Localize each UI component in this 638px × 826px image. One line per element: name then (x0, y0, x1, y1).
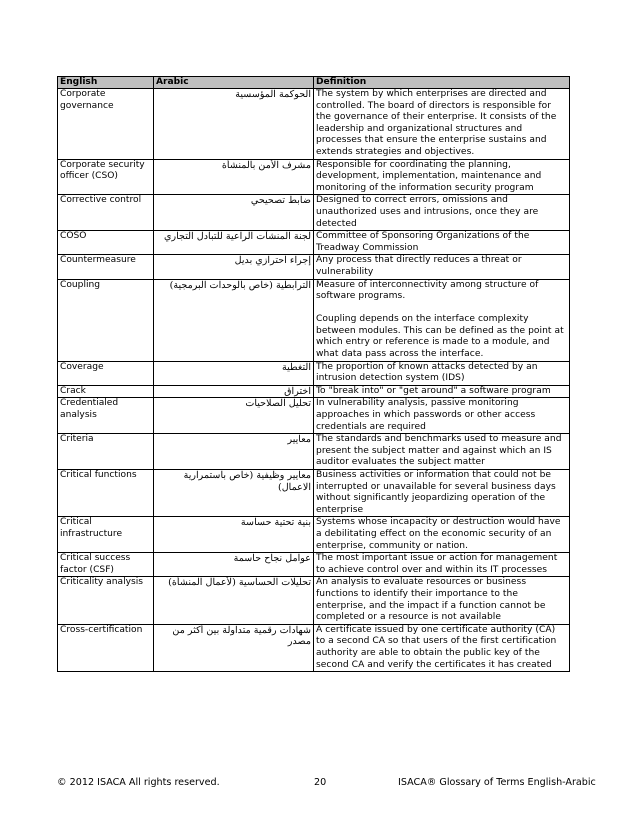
term-arabic: التغطية (154, 361, 314, 385)
glossary-table (57, 76, 570, 672)
header-arabic: Arabic (154, 77, 314, 89)
header-definition: Definition (314, 77, 570, 89)
table-row (58, 577, 570, 624)
table-row (58, 434, 570, 470)
term-arabic: تحليلات الحساسية (لأعمال المنشأة) (154, 577, 314, 624)
glossary-body (58, 89, 570, 672)
term-arabic: شهادات رقمية متداولة بين أكثر من مصدر (154, 624, 314, 671)
table-row (58, 159, 570, 195)
table-row (58, 231, 570, 255)
term-english: Criteria (58, 434, 154, 470)
table-row (58, 385, 570, 398)
term-arabic: ضابط تصحيحي (154, 195, 314, 231)
table-row (58, 470, 570, 517)
table-row (58, 553, 570, 577)
term-english: Criticality analysis (58, 577, 154, 624)
term-definition: To "break into" or "get around" a software program (314, 385, 570, 398)
term-definition: A certificate issued by one certificate authority (CA) to a second CA so that users of the first certification authority are able to obtain the public key of the second CA and verify the certificates it has created (314, 624, 570, 671)
table-row (58, 195, 570, 231)
term-definition: The most important issue or action for management to achieve control over and within its IT processes (314, 553, 570, 577)
term-definition: Systems whose incapacity or destruction would have a debilitating effect on the economic security of an enterprise, community or nation. (314, 517, 570, 553)
footer-document-title: ISACA® Glossary of Terms English-Arabic (398, 777, 596, 788)
term-english: Coupling (58, 279, 154, 361)
term-english: Critical infrastructure (58, 517, 154, 553)
term-english: Corporate governance (58, 89, 154, 160)
table-header-row (58, 77, 570, 89)
term-arabic: مشرف الأمن بالمنشأة (154, 159, 314, 195)
table-row (58, 624, 570, 671)
term-arabic: عوامل نجاح حاسمة (154, 553, 314, 577)
table-row (58, 517, 570, 553)
term-english: Cross-certification (58, 624, 154, 671)
term-arabic: بنية تحتية حساسة (154, 517, 314, 553)
term-definition: Measure of interconnectivity among structure of software programs. Coupling depends on the interface complexity between modules. This can be defined as the point at which entry or reference is made to a module, and what data pass across the interface. (314, 279, 570, 361)
term-arabic: الحوكمة المؤسسية (154, 89, 314, 160)
term-english: Critical functions (58, 470, 154, 517)
footer-copyright: © 2012 ISACA All rights reserved. (57, 777, 220, 788)
term-arabic: إجراء احترازي بديل (154, 255, 314, 279)
table-row (58, 398, 570, 434)
term-english: Corrective control (58, 195, 154, 231)
table-row (58, 89, 570, 160)
term-definition: Committee of Sponsoring Organizations of the Treadway Commission (314, 231, 570, 255)
term-definition: The proportion of known attacks detected by an intrusion detection system (IDS) (314, 361, 570, 385)
header-english: English (58, 77, 154, 89)
term-definition: Designed to correct errors, omissions and unauthorized uses and intrusions, once they are detected (314, 195, 570, 231)
term-english: Critical success factor (CSF) (58, 553, 154, 577)
term-arabic: الترابطية (خاص بالوحدات البرمجية) (154, 279, 314, 361)
table-row (58, 255, 570, 279)
term-definition: Business activities or information that could not be interrupted or unavailable for several business days without significantly jeopardizing operation of the enterprise (314, 470, 570, 517)
term-arabic: اختراق (154, 385, 314, 398)
term-arabic: معايير وظيفية (خاص باستمرارية الاعمال) (154, 470, 314, 517)
term-english: Credentialed analysis (58, 398, 154, 434)
term-definition: Any process that directly reduces a threat or vulnerability (314, 255, 570, 279)
term-english: Crack (58, 385, 154, 398)
term-definition: An analysis to evaluate resources or business functions to identify their importance to the enterprise, and the impact if a function cannot be completed or a resource is not available (314, 577, 570, 624)
term-definition: In vulnerability analysis, passive monitoring approaches in which passwords or other access credentials are required (314, 398, 570, 434)
term-english: COSO (58, 231, 154, 255)
term-definition: The standards and benchmarks used to measure and present the subject matter and against which an IS auditor evaluates the subject matter (314, 434, 570, 470)
term-arabic: تحليل الصلاحيات (154, 398, 314, 434)
footer-page-number: 20 (314, 777, 327, 788)
table-row (58, 279, 570, 361)
term-english: Corporate security officer (CSO) (58, 159, 154, 195)
term-definition: Responsible for coordinating the planning, development, implementation, maintenance and monitoring of the information security program (314, 159, 570, 195)
term-english: Countermeasure (58, 255, 154, 279)
term-english: Coverage (58, 361, 154, 385)
term-arabic: معايير (154, 434, 314, 470)
term-definition: The system by which enterprises are directed and controlled. The board of directors is responsible for the governance of their enterprise. It consists of the leadership and organizational structures and processes that ensure the enterprise sustains and extends strategies and objectives. (314, 89, 570, 160)
table-row (58, 361, 570, 385)
term-arabic: لجنة المنشآت الراعية للتبادل التجاري (154, 231, 314, 255)
